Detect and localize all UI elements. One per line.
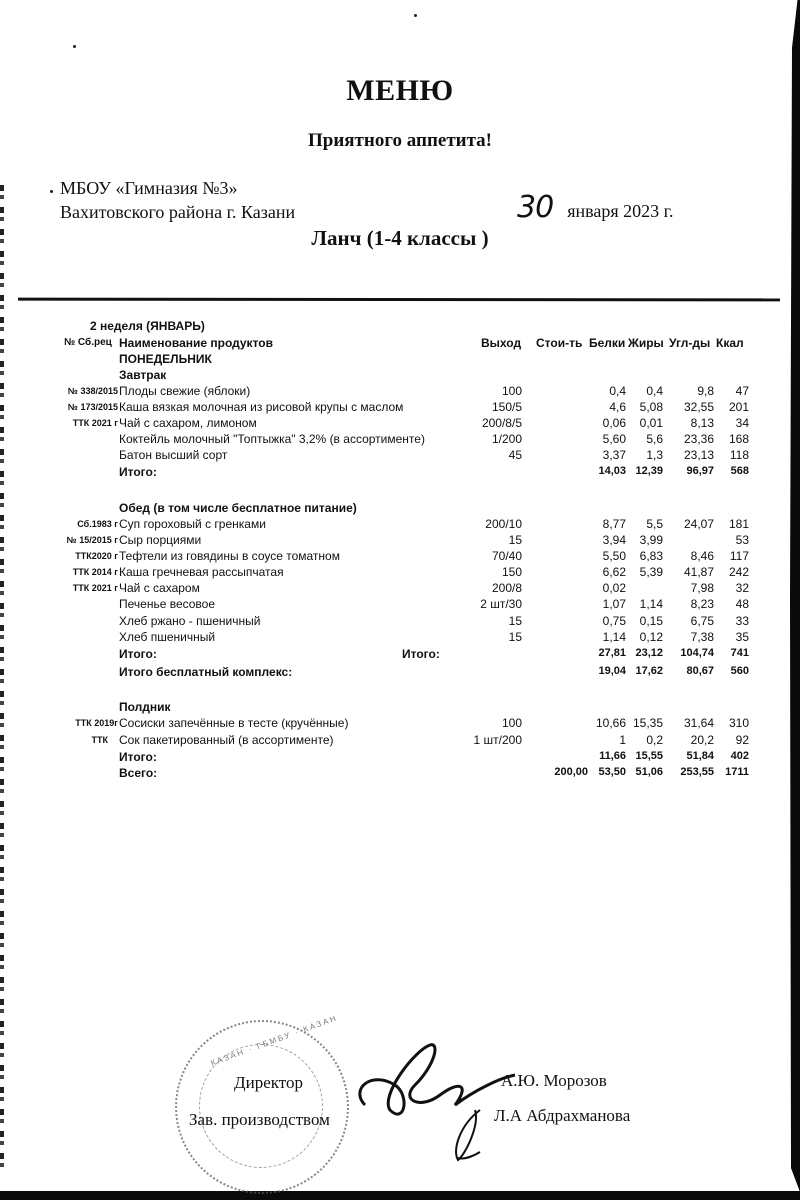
portion: 2 шт/30	[480, 597, 522, 611]
recipe-code: ТТК 2019г	[75, 718, 118, 728]
recipe-code: № 338/2015	[67, 386, 118, 396]
total-row-lunch	[0, 647, 800, 664]
total-label-secondary: Итого:	[402, 647, 440, 661]
fat: 17,62	[635, 665, 663, 677]
table-row	[0, 400, 800, 417]
fat: 0,4	[646, 384, 663, 398]
scan-edge-bottom	[0, 1191, 800, 1200]
carbs: 96,97	[686, 465, 714, 477]
fat: 0,15	[639, 614, 663, 628]
protein: 0,02	[602, 581, 626, 595]
table-row	[0, 549, 800, 566]
total-row-breakfast	[0, 465, 800, 482]
portion: 200/8/5	[481, 416, 522, 430]
portion: 200/8	[491, 581, 522, 595]
kcal: 201	[728, 400, 749, 414]
fat: 12,39	[635, 465, 663, 477]
kcal: 48	[735, 597, 749, 611]
section-breakfast	[0, 368, 800, 385]
protein: 14,03	[598, 465, 626, 477]
section-lunch	[0, 501, 800, 518]
protein: 5,50	[602, 549, 626, 563]
fat: 5,08	[639, 400, 663, 414]
cost: 200,00	[554, 766, 588, 778]
protein: 3,37	[602, 448, 626, 462]
kcal: 32	[735, 581, 749, 595]
fat: 15,35	[632, 716, 663, 730]
carbs: 6,75	[690, 614, 714, 628]
recipe-code: № 15/2015 г	[66, 535, 118, 545]
kcal: 568	[730, 465, 749, 477]
table-row	[0, 597, 800, 614]
fat: 0,12	[639, 630, 663, 644]
portion: 200/10	[485, 517, 522, 531]
kcal: 560	[730, 665, 749, 677]
total-label: Итого:	[119, 750, 157, 764]
director-name: А.Ю. Морозов	[501, 1071, 607, 1090]
carbs: 32,55	[683, 400, 714, 414]
portion: 70/40	[491, 549, 522, 563]
col-header-name: Наименование продуктов	[119, 336, 273, 350]
page-subtitle: Приятного аппетита!	[307, 130, 492, 151]
scan-speck	[414, 14, 417, 17]
date-month-year: января 2023 г.	[567, 201, 674, 221]
kcal: 1711	[725, 766, 749, 778]
week-label: 2 неделя (ЯНВАРЬ)	[90, 319, 205, 333]
protein: 3,94	[602, 533, 626, 547]
section-label: Завтрак	[119, 368, 167, 382]
portion: 150/5	[491, 400, 522, 414]
dish-name: Чай с сахаром	[119, 581, 200, 595]
table-row	[0, 733, 800, 750]
director-signature-icon	[340, 1030, 590, 1170]
carbs: 8,23	[690, 597, 714, 611]
table-row	[0, 448, 800, 465]
fat: 3,99	[639, 533, 663, 547]
carbs: 8,13	[690, 416, 714, 430]
table-row	[0, 384, 800, 401]
recipe-code: № 173/2015	[67, 402, 118, 412]
recipe-code: ТТК 2021 г	[72, 418, 118, 428]
dish-name: Тефтели из говядины в соусе томатном	[119, 549, 340, 563]
portion: 150	[501, 565, 522, 579]
portion: 15	[508, 630, 522, 644]
fat: 15,55	[635, 750, 663, 762]
dish-name: Хлеб пшеничный	[119, 630, 216, 644]
carbs: 9,8	[697, 384, 714, 398]
table-row	[0, 432, 800, 449]
school-district: Вахитовского района г. Казани	[60, 202, 296, 222]
divider-line	[18, 298, 780, 302]
total-label: Итого бесплатный комплекс:	[119, 665, 293, 679]
carbs: 51,84	[686, 750, 714, 762]
kcal: 168	[728, 432, 749, 446]
grand-total-label: Всего:	[119, 766, 158, 780]
table-row	[0, 581, 800, 598]
portion: 1/200	[491, 432, 522, 446]
carbs: 7,98	[690, 581, 714, 595]
table-row	[0, 716, 800, 733]
kcal: 34	[735, 416, 749, 430]
recipe-code: ТТК 2014 г	[72, 567, 118, 577]
kcal: 92	[735, 733, 749, 747]
kcal: 310	[728, 716, 749, 730]
dish-name: Батон высший сорт	[119, 448, 228, 462]
kcal: 33	[735, 614, 749, 628]
kcal: 118	[729, 448, 749, 462]
scan-speck	[73, 45, 76, 48]
recipe-code: ТТК2020 г	[75, 551, 118, 561]
kcal: 181	[728, 517, 749, 531]
recipe-code: ТТК	[91, 735, 108, 745]
official-stamp	[175, 1013, 349, 1194]
col-header-code: № Сб.рец	[64, 337, 112, 348]
production-head-title: Зав. производством	[189, 1110, 330, 1129]
protein: 0,06	[602, 416, 626, 430]
fat: 51,06	[635, 766, 663, 778]
grand-total-row	[0, 766, 800, 783]
kcal: 242	[728, 565, 749, 579]
dish-name: Печенье весовое	[119, 597, 216, 611]
carbs: 7,38	[690, 630, 714, 644]
dish-name: Сыр порциями	[119, 533, 202, 547]
protein: 1,07	[602, 597, 626, 611]
director-title: Директор	[234, 1073, 303, 1092]
total-label: Итого:	[119, 647, 157, 661]
day-label: ПОНЕДЕЛЬНИК	[119, 352, 212, 366]
protein: 1	[619, 733, 626, 747]
dish-name: Сок пакетированный (в ассортименте)	[119, 733, 334, 747]
day-label-row	[0, 352, 800, 369]
total-row-snack	[0, 750, 800, 767]
protein: 6,62	[602, 565, 626, 579]
fat: 1,14	[639, 597, 663, 611]
col-header-carbs: Угл-ды	[669, 336, 711, 350]
dish-name: Каша вязкая молочная из рисовой крупы с маслом	[119, 400, 404, 414]
kcal: 47	[735, 384, 749, 398]
recipe-code: Сб.1983 г	[77, 519, 118, 529]
carbs: 23,36	[683, 432, 714, 446]
dish-name: Сосиски запечённые в тесте (кручённые)	[119, 716, 349, 730]
total-label: Итого:	[119, 465, 157, 479]
protein: 10,66	[595, 716, 626, 730]
portion: 15	[508, 533, 522, 547]
section-label: Полдник	[119, 700, 171, 714]
fat: 0,01	[639, 416, 663, 430]
production-head-name: Л.А Абдрахманова	[494, 1106, 631, 1125]
col-header-protein: Белки	[589, 336, 626, 350]
fat: 23,12	[635, 647, 663, 659]
section-label: Обед (в том числе бесплатное питание)	[119, 501, 357, 515]
kcal: 117	[729, 549, 749, 563]
protein: 1,14	[602, 630, 626, 644]
carbs: 31,64	[683, 716, 714, 730]
protein: 27,81	[598, 647, 626, 659]
dish-name: Коктейль молочный "Топтыжка" 3,2% (в ассортименте)	[119, 432, 425, 446]
table-row	[0, 533, 800, 550]
protein: 19,04	[598, 665, 626, 677]
fat: 5,5	[646, 517, 663, 531]
carbs: 8,46	[690, 549, 714, 563]
dish-name: Каша гречневая рассыпчатая	[119, 565, 284, 579]
dish-name: Хлеб ржано - пшеничный	[119, 614, 261, 628]
kcal: 402	[730, 750, 749, 762]
total-row-free	[0, 665, 800, 682]
col-header-kcal: Ккал	[716, 336, 744, 350]
col-header-fat: Жиры	[628, 336, 664, 350]
date-day: 30	[517, 190, 554, 225]
table-row	[0, 614, 800, 631]
meal-title: Ланч (1-4 классы )	[311, 226, 489, 250]
kcal: 35	[735, 630, 749, 644]
section-snack	[0, 700, 800, 717]
portion: 100	[501, 384, 522, 398]
carbs: 24,07	[683, 517, 714, 531]
dish-name: Суп гороховый с гренками	[119, 517, 266, 531]
col-header-cost: Стои-ть	[536, 336, 583, 350]
portion: 45	[508, 448, 522, 462]
recipe-code: ТТК 2021 г	[72, 583, 118, 593]
col-header-output: Выход	[481, 336, 522, 350]
carbs: 41,87	[683, 565, 714, 579]
fat: 6,83	[639, 549, 663, 563]
protein: 5,60	[602, 432, 626, 446]
table-row	[0, 416, 800, 433]
protein: 53,50	[598, 766, 626, 778]
protein: 11,66	[599, 750, 626, 762]
page-title: МЕНЮ	[346, 74, 454, 107]
scan-speck	[50, 190, 53, 193]
carbs: 80,67	[686, 665, 714, 677]
protein: 4,6	[609, 400, 626, 414]
table-row	[0, 630, 800, 647]
menu-date	[517, 190, 673, 225]
portion: 15	[508, 614, 522, 628]
school-name: МБОУ «Гимназия №3»	[60, 178, 238, 198]
dish-name: Плоды свежие (яблоки)	[119, 384, 251, 398]
protein: 0,75	[602, 614, 626, 628]
table-row	[0, 517, 800, 534]
carbs: 23,13	[683, 448, 714, 462]
fat: 5,39	[639, 565, 663, 579]
fat: 5,6	[646, 432, 663, 446]
carbs: 20,2	[690, 733, 714, 747]
dish-name: Чай с сахаром, лимоном	[119, 416, 257, 430]
fat: 0,2	[646, 733, 663, 747]
portion: 1 шт/200	[473, 733, 522, 747]
kcal: 741	[730, 647, 749, 659]
carbs: 253,55	[680, 766, 714, 778]
fat: 1,3	[646, 448, 663, 462]
stamp-text: КАЗАН · ГБМБУ · КАЗАН	[209, 1013, 339, 1068]
table-row	[0, 565, 800, 582]
protein: 0,4	[609, 384, 626, 398]
kcal: 53	[735, 533, 749, 547]
protein: 8,77	[602, 517, 626, 531]
portion: 100	[501, 716, 522, 730]
carbs: 104,74	[680, 647, 714, 659]
